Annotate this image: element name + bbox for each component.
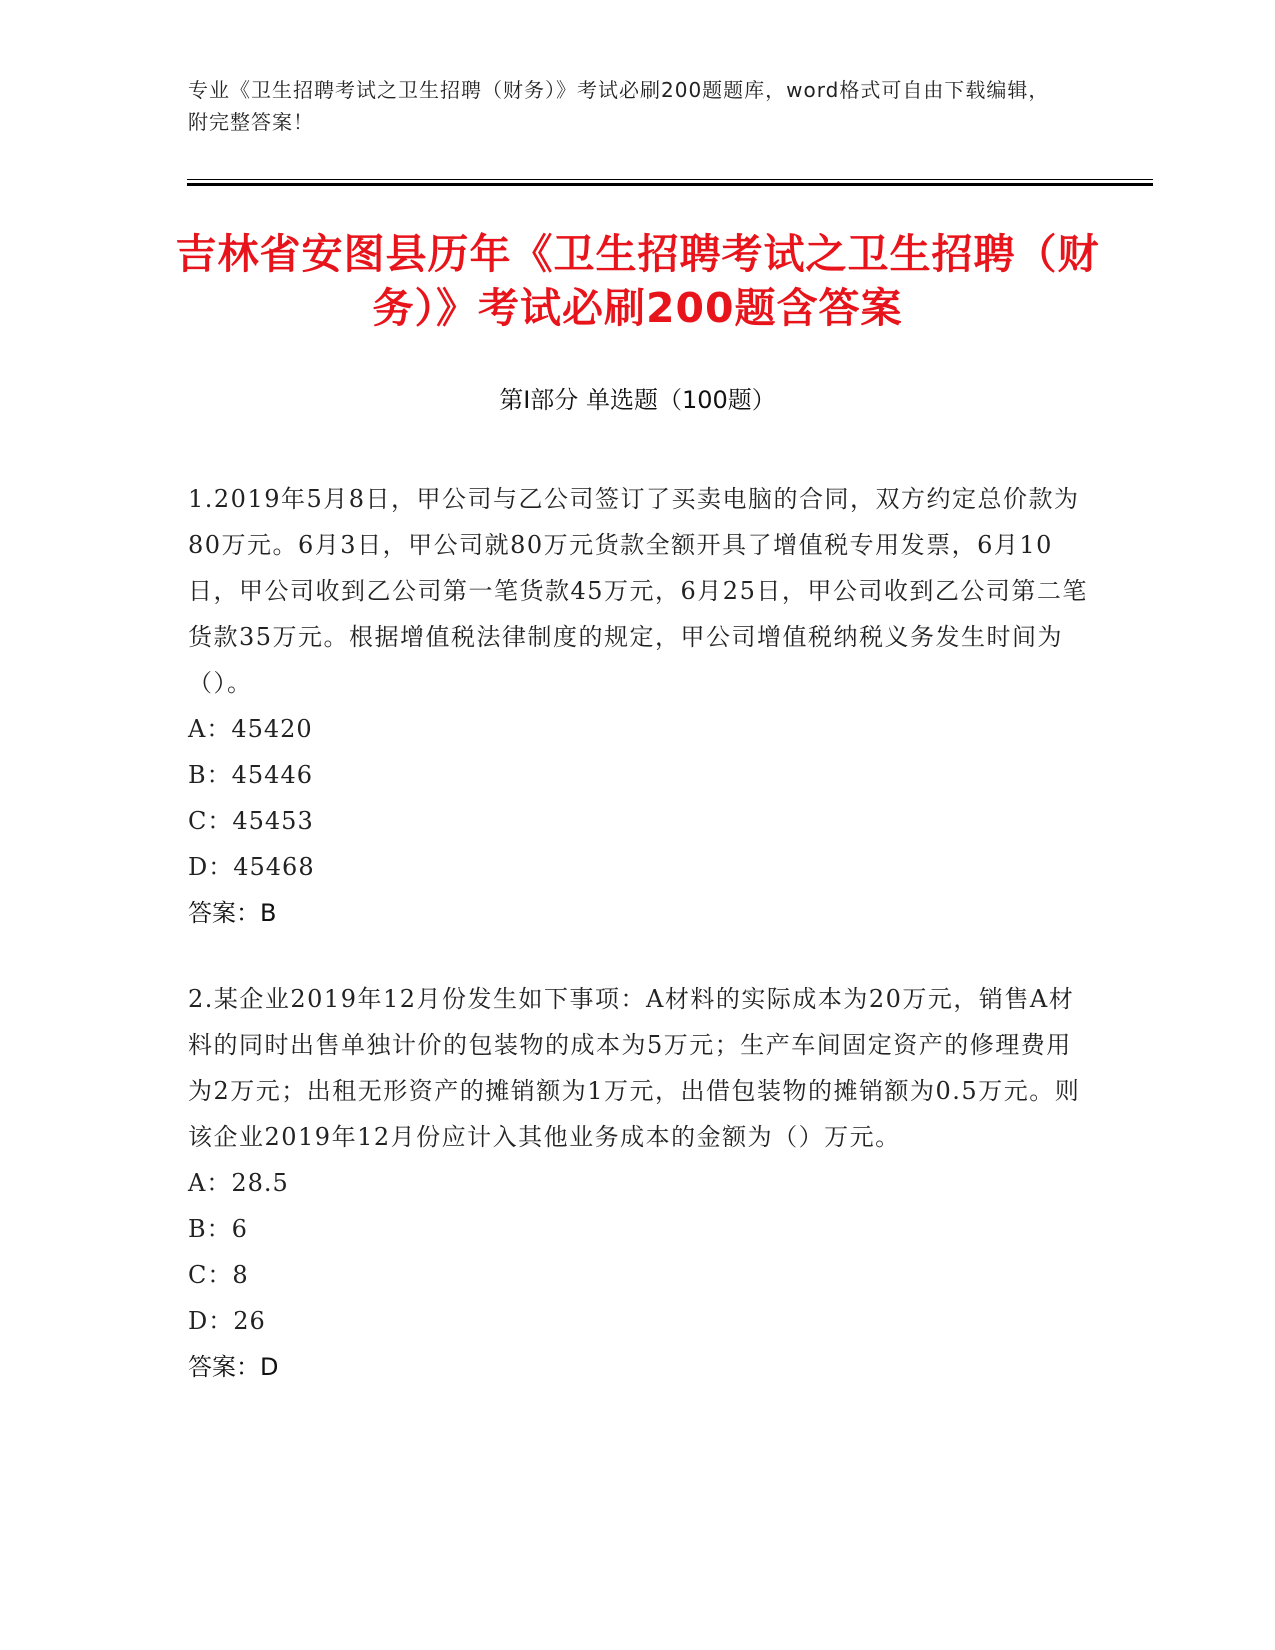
question-stem: 1.2019年5月8日，甲公司与乙公司签订了买卖电脑的合同，双方约定总价款为80万元。6月3日，甲公司就80万元货款全额开具了增值税专用发票，6月10日，甲公司收到乙公司第一笔货款45万元，6月25日，甲公司收到乙公司第二笔货款35万元。根据增值税法律制度的规定，甲公司增值税纳税义务发生时间为（）。 [188,485,1088,697]
question-stem: 2.某企业2019年12月份发生如下事项：A材料的实际成本为20万元，销售A材料的同时出售单独计价的包装物的成本为5万元；生产车间固定资产的修理费用为2万元；出租无形资产的摊销额为1万元，出借包装物的摊销额为0.5万元。则该企业2019年12月份应计入其他业务成本的金额为（）万元。 [188,985,1081,1151]
answer-label: 答案：D [188,1353,279,1381]
option-c: C：45453 [188,807,314,835]
option-c: C：8 [188,1261,249,1289]
option-a: A：45420 [188,715,313,743]
section-title: 第Ⅰ部分 单选题（100题） [499,386,776,414]
option-b: B：6 [188,1215,248,1243]
header-divider-thin [187,179,1153,180]
question-item [188,976,1088,1390]
header-divider-thick [187,183,1153,186]
option-d: D：45468 [188,853,315,881]
document-title: 吉林省安图县历年《卫生招聘考试之卫生招聘（财务）》考试必刷200题含答案 [175,230,1100,332]
option-a: A：28.5 [188,1169,289,1197]
header-note: 专业《卫生招聘考试之卫生招聘（财务）》考试必刷200题题库，word格式可自由下载编辑，附完整答案！ [188,78,1050,134]
question-item [188,476,1088,936]
option-b: B：45446 [188,761,313,789]
option-d: D：26 [188,1307,266,1335]
answer-label: 答案：B [188,899,277,927]
